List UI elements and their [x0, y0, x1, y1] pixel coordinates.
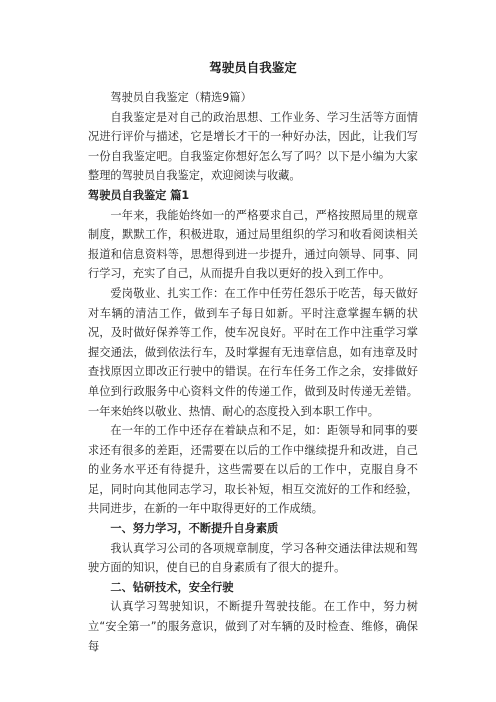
body-paragraph: 自我鉴定是对自己的政治思想、工作业务、学习生活等方面情况进行评价与描述，它是增长才干的一种好办法，因此，让我们写一份自我鉴定吧。自我鉴定你想好怎么写了吗？以下是小编为大家整理的驾驶员自我鉴定，欢迎阅读与收藏。	[88, 110, 418, 183]
section-heading: 驾驶员自我鉴定 篇1	[88, 188, 190, 202]
body-paragraph: 驾驶员自我鉴定（精选9篇）	[110, 91, 252, 104]
document-page	[88, 60, 418, 656]
section-heading: 一、努力学习，不断提升自身素质	[110, 522, 279, 536]
body-paragraph: 爱岗敬业、扎实工作：在工作中任劳任怨乐于吃苦，每天做好对车辆的清洁工作，做到车子每日如新。平时注意掌握车辆的状况，及时做好保养等工作，使车况良好。平时在工作中注重学习掌握交通法，做到依法行车，及时掌握有无违章信息，如有违章及时查找原因立即改正行驶中的错误。在行车任务工作之余，安排做好单位到行政服务中心资料文件的传递工作，做到及时传递无差错。一年来始终以敬业、热情、耐心的态度投入到本职工作中。	[88, 286, 418, 418]
body-paragraph: 一年来，我能始终如一的严格要求自己，严格按照局里的规章制度，默默工作，积极进取，通过局里组织的学习和收看阅读相关报道和信息资料等，思想得到进一步提升，通过向领导、同事、同行学习，充实了自己，从而提升自我以更好的投入到工作中。	[88, 208, 418, 281]
body-paragraph: 在一年的工作中还存在着缺点和不足，如：距领导和同事的要求还有很多的差距，还需要在以后的工作中继续提升和改进，自己的业务水平还有待提升，这些需要在以后的工作中，克服自身不足，同时向其他同志学习，取长补短，相互交流好的工作和经验，共同进步，在新的一年中取得更好的工作成绩。	[88, 424, 418, 516]
body-paragraph: 认真学习驾驶知识，不断提升驾驶技能。在工作中，努力树立“安全第一”的服务意识，做到了对车辆的及时检查、维修，确保每	[88, 600, 418, 653]
document-body	[88, 88, 418, 656]
body-paragraph: 我认真学习公司的各项规章制度，学习各种交通法律法规和驾驶方面的知识，使自已的自身素质有了很大的提升。	[88, 541, 418, 575]
document-title: 驾驶员自我鉴定	[209, 60, 297, 75]
section-heading: 二、钻研技术，安全行驶	[110, 580, 234, 594]
